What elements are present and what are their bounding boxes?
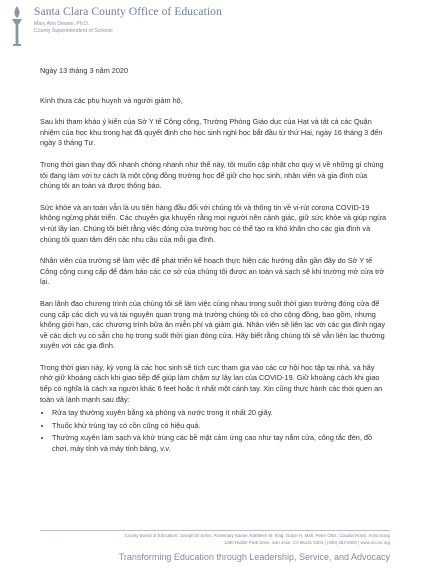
letter-body <box>40 66 388 457</box>
paragraph: Ban lãnh đạo chương trình của chúng tôi sẽ làm việc cùng nhau trong suốt thời gian trường đóng cửa để cung cấp các dịch vụ và tài nguyên quan trọng mà trường chúng tôi có cho cộng đồng, bao gồm, nhưng không giới hạn, các chương trình bữa ăn miễn phí và giảm giá. Nhân viên sẽ liên lạc với các gia đình ngay về các dịch vụ có sẵn cho họ trong suốt thời gian đóng cửa. Hãy biết rằng chúng tôi sẽ vẫn liên lạc thường xuyên với các gia đình. <box>40 298 385 351</box>
footer-divider <box>40 530 390 531</box>
hygiene-list <box>40 408 388 454</box>
office-address: 1290 Ridder Park Drive, San Jose, CA 95131-2304 | (408) 453-6500 | www.sccoe.org <box>223 540 390 545</box>
organization-name: Santa Clara County Office of Education <box>34 6 222 18</box>
paragraph: Trong thời gian này, kỳ vọng là các học sinh sẽ tích cực tham gia vào các cơ hội học tập tại nhà, và hãy nhớ giữ khoảng cách khi giao tiếp để giúp làm chậm sự lây lan của COVID-19. Giữ khoảng cách khi giao tiếp có nghĩa là cách xa người khác 6 feet hoặc ít nhất một cánh tay. Xin cũng thực hành các thói quen an toàn và lành mạnh sau đây: <box>40 362 383 404</box>
list-item: • Rửa tay thường xuyên bằng xà phòng và nước trong ít nhất 20 giây. <box>52 408 388 419</box>
paragraph: Nhân viên của trường sẽ làm việc để phát triển kế hoạch thực hiện các hướng dẫn gần đây do Sở Y tế Công cộng cung cấp để đảm bảo các cơ sở của chúng tôi được an toàn và sạch sẽ khi trường mở cửa trở lại. <box>40 256 385 287</box>
letterhead <box>0 0 424 52</box>
list-item: • Thường xuyên làm sạch và khử trùng các bề mặt cảm ứng cao như tay nắm cửa, công tắc đèn, đồ chơi, máy tính và máy tính bảng, v.v. <box>52 433 388 454</box>
paragraph: Sức khỏe và an toàn vẫn là ưu tiên hàng đầu đối với chúng tôi và thông tin về vi-rút corona COVID-19 không ngừng phát triển. Các chuyên gia khuyến rằng mọi người nên cảnh giác, giữ sức khỏe và giúp ngừa vi-rút lây lan. Chúng tôi biết rằng việc đóng cửa trường học có thể tạo ra khó khăn cho các gia đình và chúng tôi quan tâm đến các nhu cầu của mỗi gia đình. <box>40 202 387 244</box>
superintendent-name: Mary Ann Dewan, Ph.D. <box>34 21 90 27</box>
torch-logo-icon <box>6 4 28 48</box>
tagline: Transforming Education through Leadership, Service, and Advocacy <box>118 552 390 562</box>
letter-date: Ngày 13 tháng 3 năm 2020 <box>40 66 129 75</box>
board-members: County Board of Education: Joseph Di Salvo, Rosemary Kamei, Kathleen M. King, Grace H. Mah, Peter Ortiz, Claudia Rossi, Anna Song <box>124 533 390 538</box>
paragraph: Sau khi tham khảo ý kiến của Sở Y tế Công cộng, Trường Phòng Giáo dục của Hạt và tất cả các Quận nhiệm của học khu trong hạt đã quyết định cho học sinh nghỉ học bắt đầu từ thứ Hai, ngày 16 tháng 3 đến ngày 3 tháng Tư. <box>40 117 383 148</box>
list-item: • Thuốc khử trùng tay có cồn cũng có hiệu quả. <box>52 421 388 432</box>
salutation: Kính thưa các phụ huynh và người giám hộ, <box>40 95 183 105</box>
superintendent-title: County Superintendent of Schools <box>34 28 113 34</box>
paragraph: Trong thời gian thay đổi nhanh chóng nhanh như thế này, tôi muốn cập nhật cho quý vị về những gì chúng tôi đang làm với tư cách là một cộng đồng trường học để giữ cho học sinh, nhân viên và gia đình của chúng tôi an toàn và được thông báo. <box>40 159 384 191</box>
